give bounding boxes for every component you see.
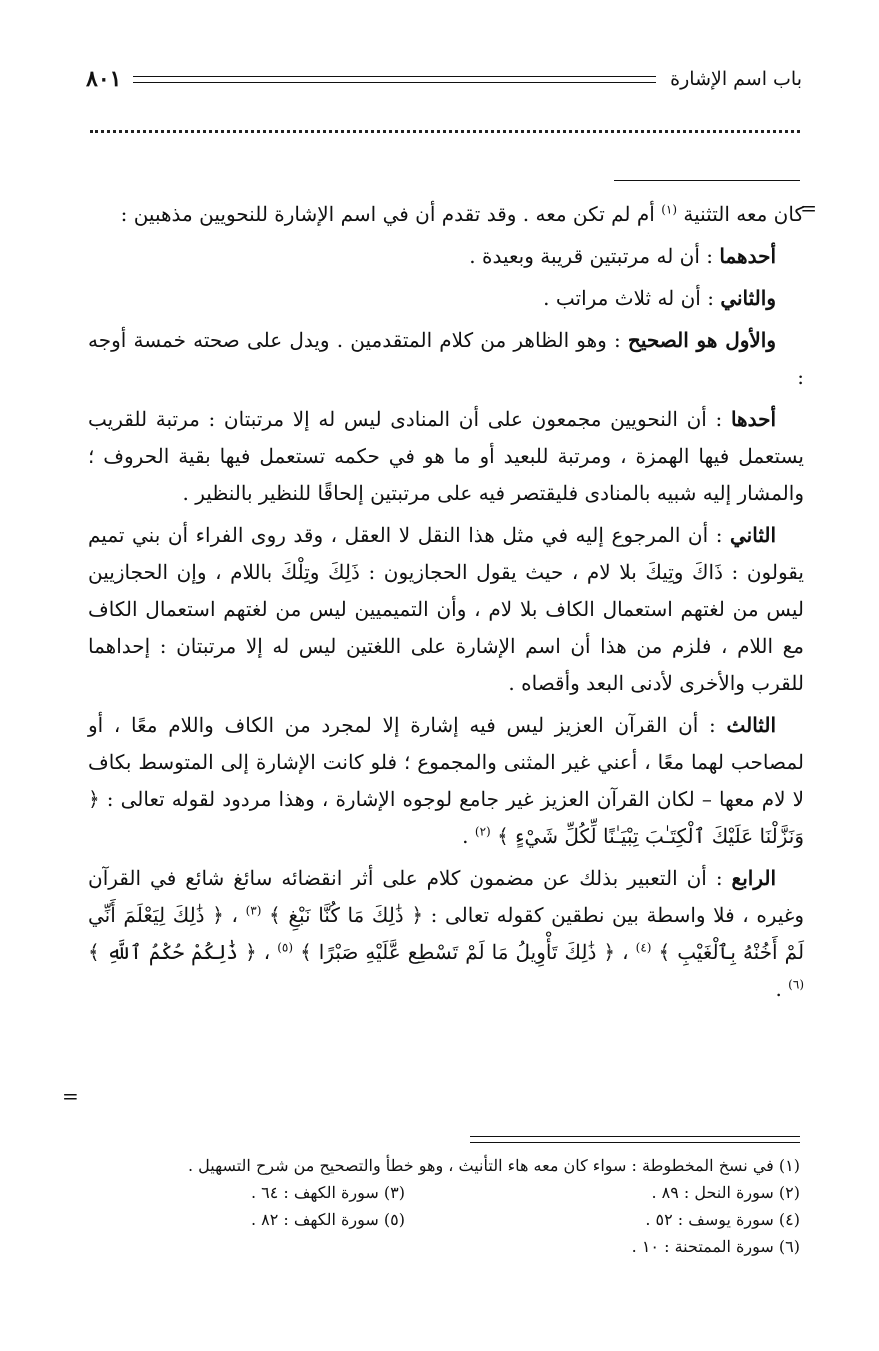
- footnote-2: (٢) سورة النحل : ٨٩ .: [651, 1183, 800, 1202]
- paragraph-text: : أن له مرتبتين قريبة وبعيدة .: [469, 244, 720, 268]
- paragraph-1: [88, 196, 804, 233]
- footnote-6: (٦) سورة الممتحنة : ١٠ .: [631, 1237, 800, 1256]
- footnote-3: (٣) سورة الكهف : ٦٤ .: [250, 1183, 405, 1202]
- footnote-row: [90, 1152, 800, 1179]
- quran-quote: ﴿ ذَٰلِكَ مَا كُنَّا نَبْغِ ﴾: [269, 903, 424, 927]
- paragraph-lead: الثالث: [726, 713, 776, 737]
- paragraph-lead: أحدها: [730, 407, 776, 431]
- paragraph-text: .: [775, 977, 789, 1001]
- paragraph-lead: أحدهما: [719, 244, 776, 268]
- paragraph-lead: الثاني: [729, 523, 776, 547]
- footnote-row: [90, 1206, 800, 1233]
- footnote-ref[interactable]: (٤): [635, 940, 652, 955]
- paragraph-text: : وهو الظاهر من كلام المتقدمين . ويدل على صحته خمسة أوجه :: [88, 328, 804, 389]
- main-text: [88, 196, 804, 1013]
- paragraph-2: [88, 238, 804, 275]
- paragraph-text: : أن التعبير بذلك عن مضمون كلام على أثر انقضائه سائغ شائع في القرآن وغيره ، فلا واسطة بين نطقين كقوله تعالى :: [88, 866, 804, 927]
- separator: ،: [223, 903, 246, 927]
- footnote-ref[interactable]: (٢): [474, 824, 491, 839]
- paragraph-text: .: [462, 824, 475, 848]
- paragraph-lead: الرابع: [731, 866, 776, 890]
- page-number: ٨٠١: [86, 66, 122, 92]
- footnote-ref[interactable]: (١): [661, 202, 678, 217]
- running-header: [86, 62, 802, 96]
- paragraph-text: : أن النحويين مجمعون على أن المنادى ليس له إلا مرتبتان : مرتبة للقريب يستعمل فيها الهمزة ، ومرتبة للبعيد أو ما هو في حكمه تستعمل فيها بقية الحروف ؛ والمشار إليه شبيه بالمنادى فليقتصر فيه على مرتبتين إلحاقًا للنظير بالنظير .: [88, 407, 804, 505]
- continuation-rule: [614, 180, 800, 181]
- continuation-marker-bottom: =: [62, 1084, 79, 1108]
- header-double-rule: [133, 76, 656, 83]
- footnote-ref[interactable]: (٣): [245, 903, 262, 918]
- paragraph-text: أم لم تكن معه . وقد تقدم أن في اسم الإشارة للنحويين مذهبين :: [120, 202, 662, 226]
- paragraph-text: : أن له ثلاث مراتب .: [543, 286, 721, 310]
- dotted-separator: [90, 130, 800, 133]
- paragraph-text: : أن القرآن العزيز ليس فيه إشارة إلا لمجرد من الكاف واللام معًا ، أو لمصاحب لهما معًا ، أعني غير المثنى والمجموع ؛ فلو كانت الإشارة إلى المتوسط بكاف لا لام معها – لكان القرآن العزيز غير جامع لوجوه الإشارة ، وهذا مردود لقوله تعالى :: [88, 713, 804, 811]
- quran-quote: ﴿ ذَٰلِكُمْ حُكْمُ ٱللَّهِ ﴾: [88, 940, 257, 964]
- paragraph-text: : أن المرجوع إليه في مثل هذا النقل لا العقل ، وقد روى الفراء أن بني تميم يقولون : ذَاكَ وتِيكَ بلا لام ، حيث يقول الحجازيون : ذَلِكَ وتِلْكَ باللام ، وإن الحجازيين ليس من لغتهم استعمال الكاف بلا لام ، وأن التميميين ليس من لغتهم استعمال الكاف مع اللام ، فلزم من هذا أن اسم الإشارة على اللغتين ليس له إلا مرتبتان : إحداهما للقرب والأخرى لأدنى البعد وأقصاه .: [88, 523, 804, 695]
- separator: ،: [256, 940, 278, 964]
- quran-quote: ﴿ وَنَزَّلْنَا عَلَيْكَ ٱلْكِتَـٰبَ تِبْيَـٰنًا لِّكُلِّ شَيْءٍ ﴾: [88, 787, 804, 848]
- footnote-ref[interactable]: (٥): [277, 940, 294, 955]
- footnote-1: (١) في نسخ المخطوطة : سواء كان معه هاء التأنيث ، وهو خطأ والتصحيح من شرح التسهيل .: [187, 1156, 800, 1175]
- footnote-4: (٤) سورة يوسف : ٥٢ .: [645, 1210, 800, 1229]
- footnotes: [90, 1152, 800, 1260]
- footnote-row: [90, 1179, 800, 1206]
- footnote-row: [90, 1233, 800, 1260]
- paragraph-5: [88, 401, 804, 512]
- quran-quote: ﴿ ذَٰلِكَ تَأْوِيلُ مَا لَمْ تَسْطِع عَّلَيْهِ صَبْرًا ﴾: [300, 940, 616, 964]
- footnote-5: (٥) سورة الكهف : ٨٢ .: [250, 1210, 405, 1229]
- continuation-marker-top: =: [800, 196, 817, 220]
- separator: ،: [615, 940, 636, 964]
- paragraph-lead: والثاني: [720, 286, 776, 310]
- footnotes-rule: [470, 1136, 800, 1143]
- paragraph-7: [88, 707, 804, 855]
- paragraph-lead: والأول هو الصحيح: [627, 328, 777, 352]
- paragraph-text: كان معه التثنية: [677, 202, 804, 226]
- footnote-ref[interactable]: (٦): [788, 977, 804, 992]
- paragraph-4: [88, 322, 804, 396]
- quran-quote: ﴿ ذَٰلِكَ لِيَعْلَمَ أَنِّي لَمْ أَخُنْهُ بِٱلْغَيْبِ ﴾: [88, 903, 805, 964]
- paragraph-3: [88, 280, 804, 317]
- paragraph-6: [88, 517, 804, 702]
- chapter-title: باب اسم الإشارة: [670, 68, 802, 90]
- paragraph-8: [88, 860, 804, 1008]
